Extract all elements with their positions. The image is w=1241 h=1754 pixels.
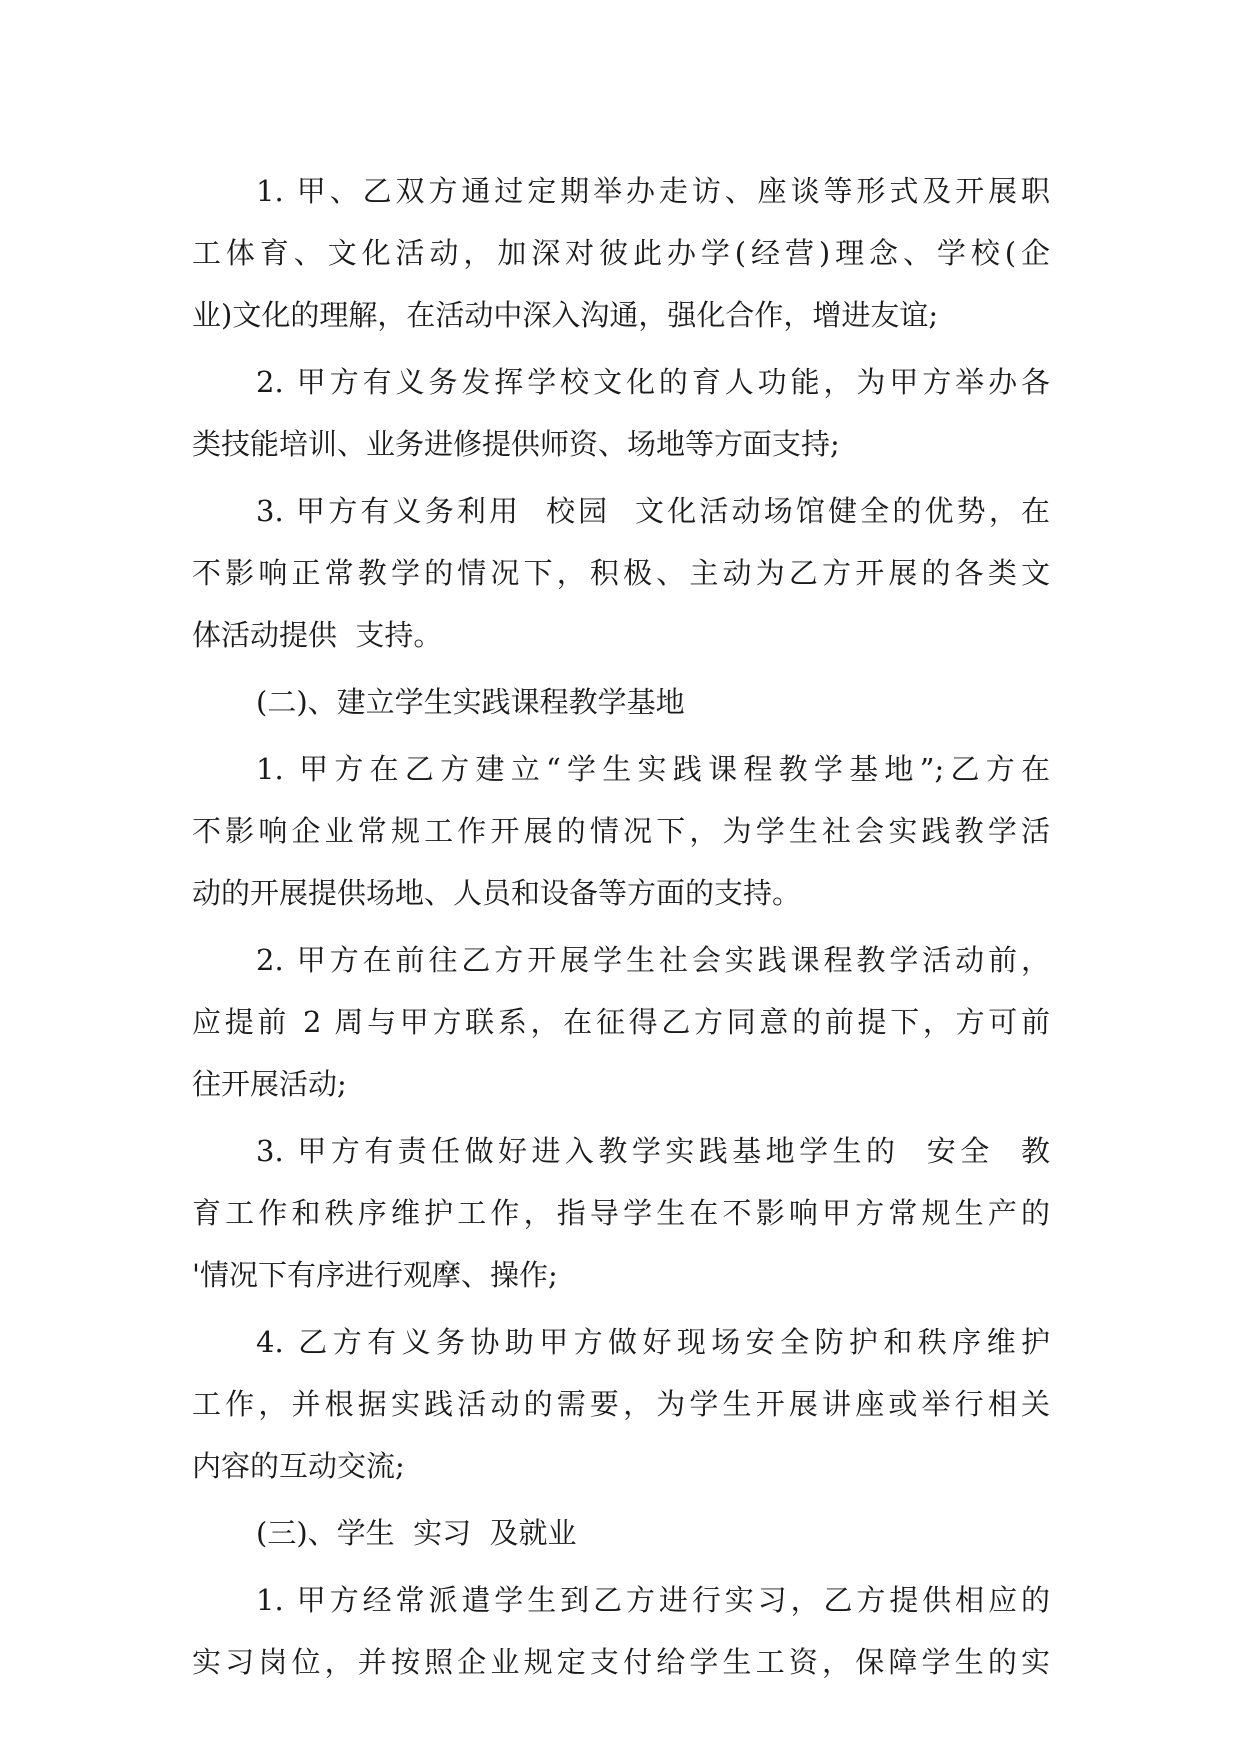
paragraph-line: 不影响企业常规工作开展的情况下，为学生社会实践教学活: [192, 814, 1050, 848]
paragraph-line: 内容的互动交流;: [192, 1449, 405, 1483]
paragraph-line: 类技能培训、业务进修提供师资、场地等方面支持;: [192, 427, 840, 461]
paragraph-line: 1. 甲、乙双方通过定期举办走访、座谈等形式及开展职: [256, 174, 1050, 208]
paragraph-line: 育工作和秩序维护工作，指导学生在不影响甲方常规生产的: [192, 1196, 1050, 1230]
paragraph-line: 工体育、文化活动，加深对彼此办学(经营)理念、学校(企: [192, 236, 1050, 270]
paragraph-line: 应提前 2 周与甲方联系，在征得乙方同意的前提下，方可前: [192, 1005, 1050, 1039]
paragraph-line: 1. 甲方在乙方建立“学生实践课程教学基地”;乙方在: [256, 752, 1050, 786]
paragraph-line: 体活动提供 支持。: [192, 618, 443, 652]
section-heading: (三)、学生 实习 及就业: [256, 1516, 577, 1550]
paragraph-line: '情况下有序进行观摩、操作;: [192, 1258, 558, 1292]
paragraph-line: 不影响正常教学的情况下，积极、主动为乙方开展的各类文: [192, 556, 1050, 590]
paragraph-line: 2. 甲方在前往乙方开展学生社会实践课程教学活动前，: [256, 943, 1050, 977]
section-heading: (二)、建立学生实践课程教学基地: [256, 685, 685, 719]
paragraph-line: 4. 乙方有义务协助甲方做好现场安全防护和秩序维护: [256, 1325, 1050, 1359]
paragraph-line: 实习岗位，并按照企业规定支付给学生工资，保障学生的实: [192, 1645, 1050, 1679]
paragraph-line: 工作，并根据实践活动的需要，为学生开展讲座或举行相关: [192, 1387, 1050, 1421]
paragraph-line: 往开展活动;: [192, 1067, 347, 1101]
document-body: [192, 160, 1050, 1693]
paragraph-line: 3. 甲方有责任做好进入教学实践基地学生的 安全 教: [256, 1134, 1050, 1168]
paragraph-line: 动的开展提供场地、人员和设备等方面的支持。: [192, 876, 802, 910]
paragraph-line: 1. 甲方经常派遣学生到乙方进行实习，乙方提供相应的: [256, 1583, 1050, 1617]
paragraph-line: 业)文化的理解，在活动中深入沟通，强化合作，增进友谊;: [192, 298, 939, 332]
paragraph-line: 3. 甲方有义务利用 校园 文化活动场馆健全的优势，在: [256, 494, 1050, 528]
paragraph-line: 2. 甲方有义务发挥学校文化的育人功能，为甲方举办各: [256, 365, 1050, 399]
